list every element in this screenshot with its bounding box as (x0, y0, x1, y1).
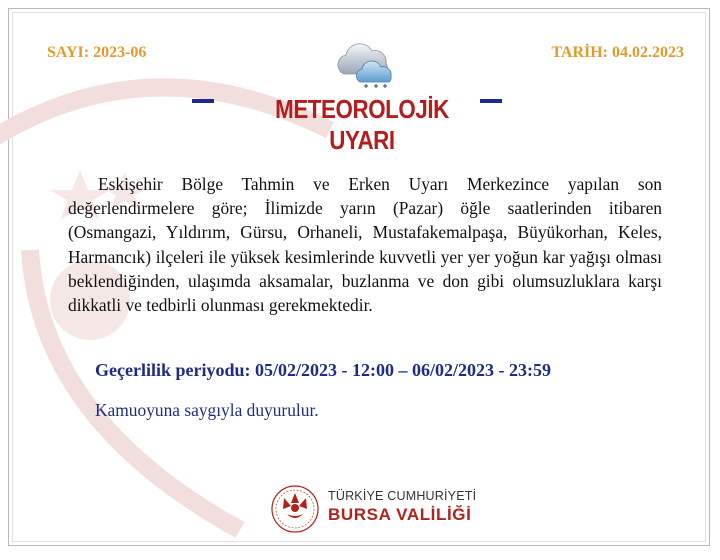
title-block (222, 94, 502, 155)
page-title: METEOROLOJİK UYARI (275, 94, 449, 155)
institution-line-1: TÜRKİYE CUMHURİYETİ (328, 489, 477, 503)
document-date: TARİH: 04.02.2023 (551, 44, 684, 61)
closing-line: Kamuoyuna saygıyla duyurulur. (95, 400, 319, 420)
institution-line-2: BURSA VALİLİĞİ (328, 505, 472, 524)
validity-period: Geçerlilik periyodu: 05/02/2023 - 12:00 – 06/02/2023 - 23:59 (95, 360, 551, 380)
announcement-text: Eskişehir Bölge Tahmin ve Erken Uyarı Merkezince yapılan son değerlendirmelere göre; İlimizde yarın (Pazar) öğle saatlerinden itibaren (Osmangazi, Yıldırım, Gürsu, Orhaneli, Mustafakemalpaşa, Büyükorhan, Keles, Harmancık) ilçeleri ile yüksek kesimlerinde kuvvetli yer yer yoğun kar yağışı olması beklendiğinden, ulaşımda aksamalar, buzlanma ve don gibi olumsuzluklara karşı dikkatli ve tedbirli olunması gerekmektedir. (68, 174, 662, 316)
cloud-snow-icon (330, 40, 400, 88)
announcement-body (68, 172, 662, 317)
document-number: SAYI: 2023-06 (47, 44, 147, 61)
governorship-emblem-icon (267, 484, 323, 534)
title-rule-left (192, 99, 214, 103)
